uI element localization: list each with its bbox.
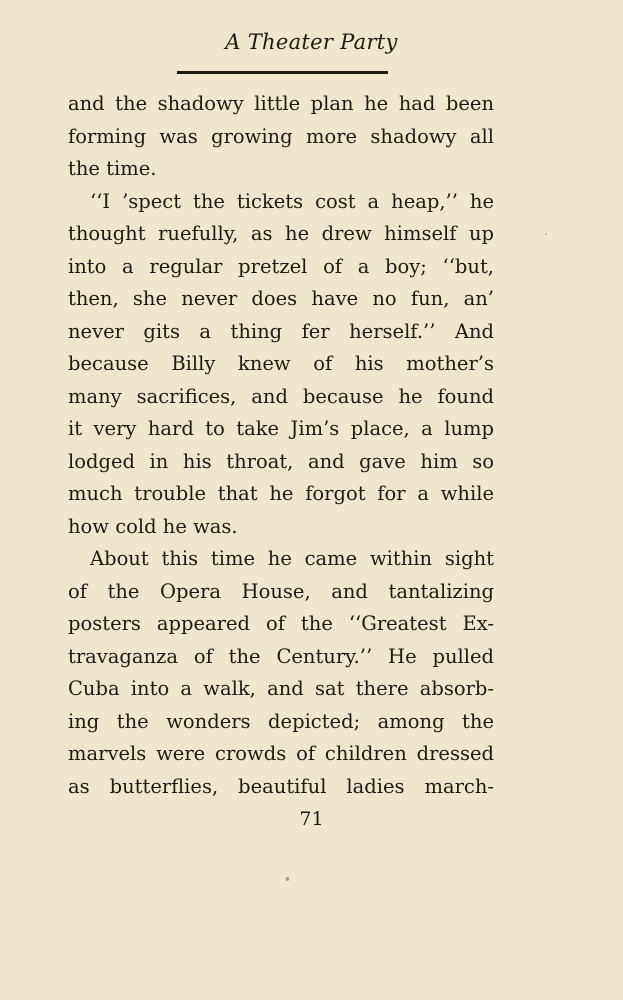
text-line: thought ruefully, as he drew himself up — [68, 222, 494, 245]
paper-speck — [545, 233, 547, 235]
text-line: into a regular pretzel of a boy; ‘‘but, — [68, 254, 494, 278]
body-text — [68, 88, 494, 803]
text-line: of the Opera House, and tantalizing — [68, 579, 494, 603]
text-line: ‘‘I ’spect the tickets cost a heap,’’ he — [90, 189, 494, 213]
page-number: 71 — [299, 808, 324, 830]
text-line: how cold he was. — [68, 514, 238, 538]
paper-speck — [286, 877, 289, 881]
text-line: as butterflies, beautiful ladies march- — [68, 774, 494, 798]
text-line: and the shadowy little plan he had been — [68, 92, 494, 115]
text-line: posters appeared of the ‘‘Greatest Ex- — [68, 612, 494, 635]
text-line: About this time he came within sight — [90, 547, 494, 570]
text-line: because Billy knew of his mother’s — [68, 352, 494, 375]
text-line: forming was growing more shadowy all — [68, 124, 494, 148]
text-line: ing the wonders depicted; among the — [68, 709, 494, 733]
text-line: never gits a thing fer herself.’’ And — [68, 319, 494, 343]
text-line: much trouble that he forgot for a while — [68, 482, 494, 505]
text-line: then, she never does have no fun, an’ — [68, 287, 494, 310]
text-line: Cuba into a walk, and sat there absorb- — [68, 677, 494, 700]
text-line: it very hard to take Jim’s place, a lump — [68, 417, 494, 440]
text-line: lodged in his throat, and gave him so — [68, 449, 494, 473]
text-line: the time. — [68, 157, 157, 180]
header-rule — [177, 71, 388, 74]
text-line: many sacrifices, and because he found — [68, 384, 494, 408]
text-line: marvels were crowds of children dressed — [68, 742, 494, 765]
running-head: A Theater Party — [225, 30, 398, 54]
text-line: travaganza of the Century.’’ He pulled — [68, 644, 494, 668]
